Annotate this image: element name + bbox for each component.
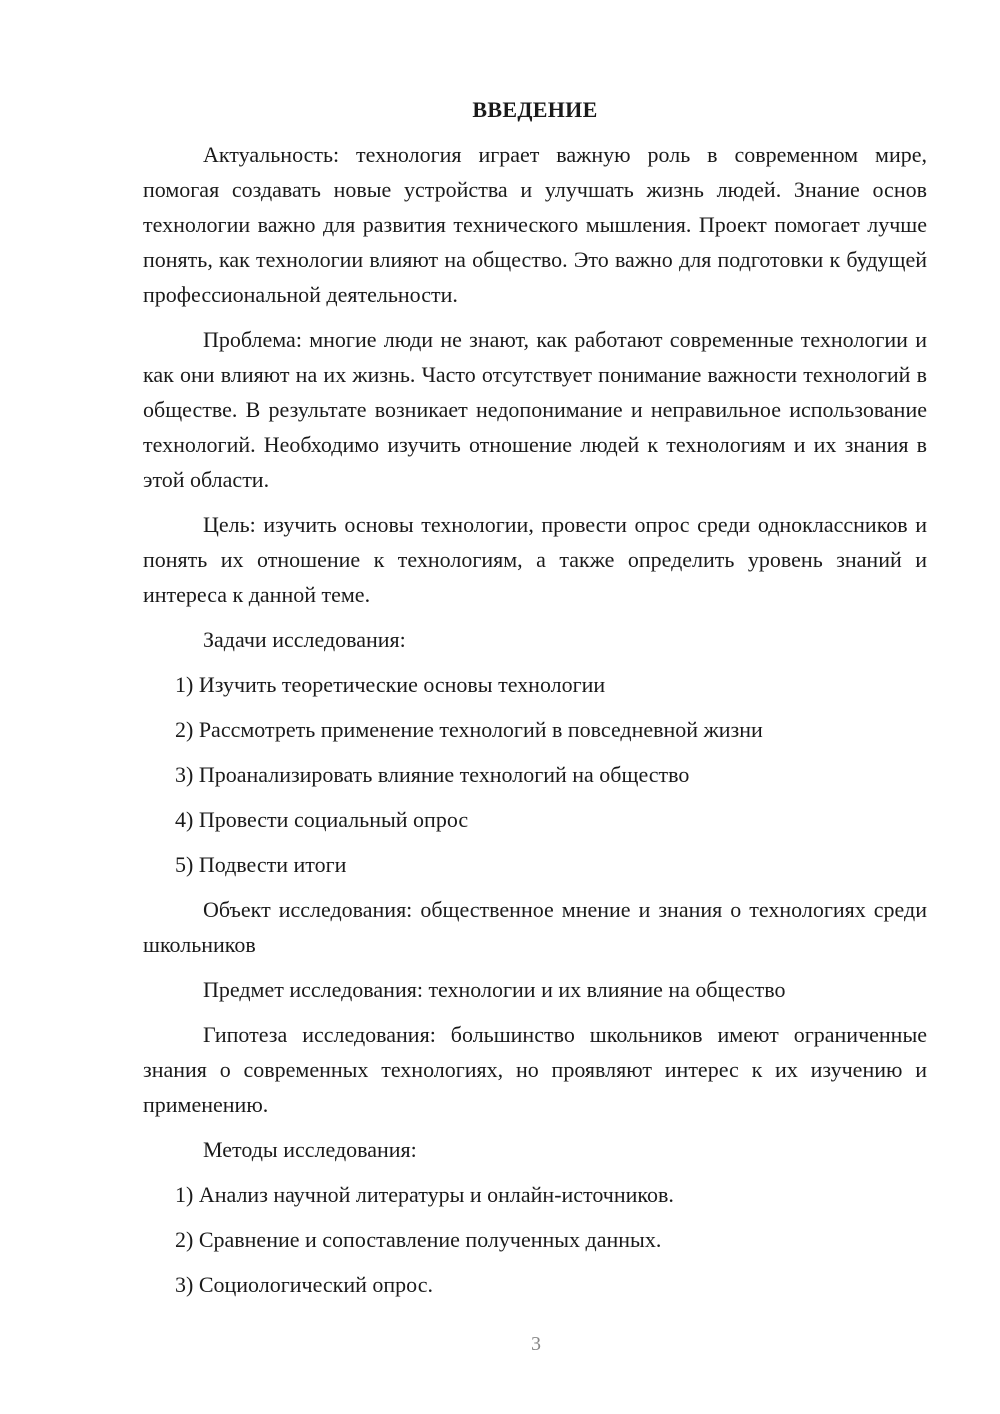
- list-item: 5) Подвести итоги: [175, 852, 347, 877]
- subject-paragraph: Предмет исследования: технологии и их влияние на общество: [203, 977, 786, 1002]
- page-number: 3: [531, 1333, 541, 1355]
- tasks-heading: Задачи исследования:: [203, 627, 406, 652]
- hypothesis-paragraph: Гипотеза исследования: большинство школьников имеют ограниченные знания о современных технологиях, но проявляют интерес к их изучению и применению.: [143, 1022, 927, 1117]
- object-paragraph: Объект исследования: общественное мнение и знания о технологиях среди школьников: [143, 897, 927, 957]
- tasks-list: [143, 667, 927, 882]
- goal-paragraph: Цель: изучить основы технологии, провести опрос среди одноклассников и понять их отношение к технологиям, а также определить уровень знаний и интереса к данной теме.: [143, 512, 927, 607]
- list-item: 1) Анализ научной литературы и онлайн-источников.: [175, 1182, 674, 1207]
- list-item: 3) Социологический опрос.: [175, 1272, 433, 1297]
- methods-heading: Методы исследования:: [203, 1137, 417, 1162]
- problem-paragraph: Проблема: многие люди не знают, как работают современные технологии и как они влияют на их жизнь. Часто отсутствует понимание важности технологий в обществе. В результате возникает недопонимание и неправильное использование технологий. Необходимо изучить отношение людей к технологиям и их знания в этой области.: [143, 327, 927, 492]
- list-item: 4) Провести социальный опрос: [175, 807, 469, 832]
- page-title: ВВЕДЕНИЕ: [472, 97, 598, 122]
- list-item: 3) Проанализировать влияние технологий на общество: [175, 762, 690, 787]
- list-item: 2) Рассмотреть применение технологий в повседневной жизни: [175, 717, 763, 742]
- relevance-paragraph: Актуальность: технология играет важную роль в современном мире, помогая создавать новые устройства и улучшать жизнь людей. Знание основ технологии важно для развития технического мышления. Проект помогает лучше понять, как технологии влияют на общество. Это важно для подготовки к будущей профессиональной деятельности.: [143, 142, 927, 307]
- document-page: [143, 92, 927, 1312]
- methods-list: [143, 1177, 927, 1302]
- list-item: 1) Изучить теоретические основы технологии: [175, 672, 606, 697]
- list-item: 2) Сравнение и сопоставление полученных данных.: [175, 1227, 662, 1252]
